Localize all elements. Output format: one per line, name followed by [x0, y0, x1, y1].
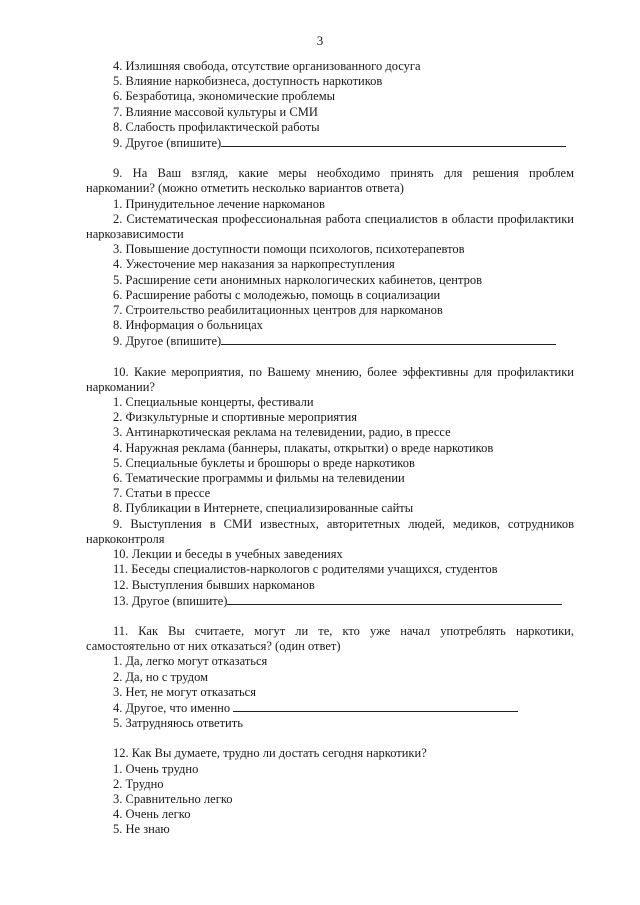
list-item: 2. Да, но с трудом — [113, 669, 209, 684]
question-text: 10. Какие мероприятия, по Вашему мнению, более эффективны для профилактики наркомании? — [86, 364, 574, 394]
list-item-other: 9. Другое (впишите) — [113, 135, 575, 151]
list-item: 5. Затрудняюсь ответить — [113, 716, 243, 731]
list-item: 1. Принудительное лечение наркоманов — [113, 196, 325, 211]
list-item: 4. Излишняя свобода, отсутствие организованного досуга — [113, 59, 421, 73]
list-item: 5. Влияние наркобизнеса, доступность наркотиков — [113, 74, 383, 89]
list-item: 3. Антинаркотическая реклама на телевидении, радио, в прессе — [113, 425, 451, 440]
list-item: 7. Строительство реабилитационных центров для наркоманов — [113, 303, 443, 318]
list-item: 5. Не знаю — [113, 822, 170, 837]
list-item-other: 4. Другое, что именно — [113, 700, 575, 716]
question-10 — [86, 364, 575, 609]
question-text: 12. Как Вы думаете, трудно ли достать сегодня наркотики? — [113, 746, 427, 761]
list-item: 5. Расширение сети анонимных наркологических кабинетов, центров — [113, 272, 482, 287]
list-item: 1. Очень трудно — [113, 761, 199, 776]
list-item: 10. Лекции и беседы в учебных заведениях — [113, 547, 343, 562]
list-item: 1. Да, легко могут отказаться — [113, 654, 268, 669]
list-item: 2. Трудно — [113, 776, 164, 791]
list-item: 6. Тематические программы и фильмы на телевидении — [113, 471, 405, 486]
question-8-options — [113, 59, 575, 151]
list-item: 8. Публикации в Интернете, специализированные сайты — [113, 501, 414, 516]
list-item: 4. Ужесточение мер наказания за наркопреступления — [113, 257, 395, 272]
list-item: 3. Сравнительно легко — [113, 791, 233, 806]
question-9 — [86, 166, 575, 349]
page-number: 3 — [316, 33, 324, 48]
list-item-other: 9. Другое (впишите) — [113, 333, 575, 349]
list-item: 8. Слабость профилактической работы — [113, 119, 320, 134]
question-text: 9. На Ваш взгляд, какие меры необходимо принять для решения проблем наркомании? (можно отметить несколько вариантов ответа) — [86, 166, 574, 196]
list-item: 11. Беседы специалистов-наркологов с родителями учащихся, студентов — [113, 562, 498, 577]
page-content — [86, 59, 575, 838]
list-item: 1. Специальные концерты, фестивали — [113, 395, 314, 410]
answer-blank — [233, 700, 518, 712]
list-item: 7. Статьи в прессе — [113, 486, 211, 501]
list-item: 12. Выступления бывших наркоманов — [113, 577, 315, 592]
answer-blank — [227, 593, 562, 605]
question-11 — [86, 623, 575, 731]
list-item: 5. Специальные буклеты и брошюры о вреде наркотиков — [113, 455, 415, 470]
list-item: 6. Безработица, экономические проблемы — [113, 89, 336, 104]
list-item-other: 13. Другое (впишите) — [113, 593, 575, 609]
question-12 — [113, 746, 575, 837]
list-item: 3. Повышение доступности помощи психологов, психотерапевтов — [113, 242, 465, 257]
list-item: 4. Наружная реклама (баннеры, плакаты, открытки) о вреде наркотиков — [113, 440, 494, 455]
list-item: 8. Информация о больницах — [113, 318, 263, 333]
question-text: 11. Как Вы считаете, могут ли те, кто уже начал употреблять наркотики, самостоятельно от них отказаться? (один ответ) — [86, 623, 574, 654]
list-item: 3. Нет, не могут отказаться — [113, 684, 256, 699]
list-item: 2. Физкультурные и спортивные мероприятия — [113, 410, 358, 425]
answer-blank — [221, 333, 556, 345]
list-item: 6. Расширение работы с молодежью, помощь в социализации — [113, 287, 441, 302]
list-item: 7. Влияние массовой культуры и СМИ — [113, 104, 318, 119]
answer-blank — [221, 135, 566, 147]
list-item: 2. Систематическая профессиональная работа специалистов в области профилактики наркозависимости — [86, 211, 574, 242]
list-item: 4. Очень легко — [113, 807, 191, 822]
list-item: 9. Выступления в СМИ известных, авторитетных людей, медиков, сотрудников наркоконтроля — [86, 516, 574, 546]
